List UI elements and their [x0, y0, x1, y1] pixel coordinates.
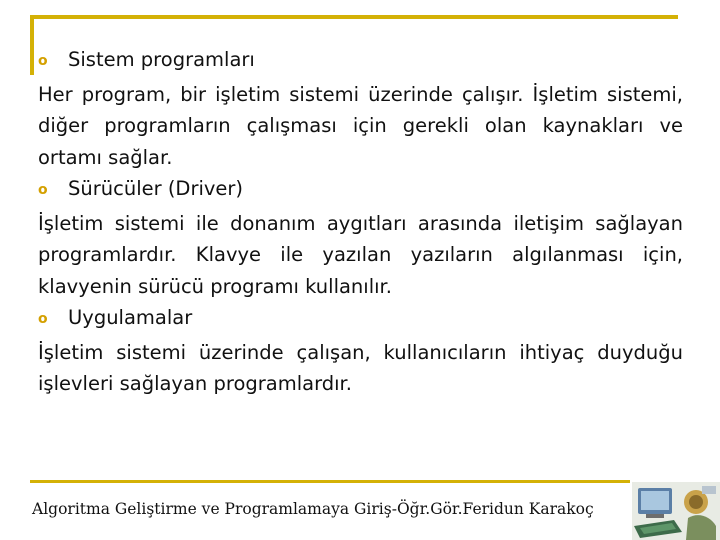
- section-body: İşletim sistemi üzerinde çalışan, kullanıcıların ihtiyaç duyduğu işlevleri sağlayan programlardır.: [38, 340, 683, 395]
- section-heading: Sürücüler (Driver): [68, 177, 244, 200]
- bullet-icon: o: [38, 311, 48, 327]
- bullet-icon: o: [38, 182, 48, 198]
- section-body: Her program, bir işletim sistemi üzerinde çalışır. İşletim sistemi, diğer programların çalışması için gerekli olan kaynakları ve ortamı sağlar.: [38, 82, 683, 169]
- frame-left-border: [30, 15, 34, 75]
- slide-content: [38, 44, 683, 400]
- section-body: İşletim sistemi ile donanım aygıtları arasında iletişim sağlayan programlardır. Klavye ile yazılan yazıların algılanması için, klavyenin sürücü programı kullanılır.: [38, 211, 683, 298]
- footer-divider: [30, 480, 630, 483]
- section-heading: Uygulamalar: [68, 306, 193, 329]
- bullet-icon: o: [38, 53, 48, 69]
- bullet-heading-system-programs: [38, 44, 683, 79]
- section-heading: Sistem programları: [68, 48, 255, 71]
- footer-caption: Algoritma Geliştirme ve Programlamaya Giriş-Öğr.Gör.Feridun Karakoç: [32, 500, 594, 518]
- bullet-heading-drivers: [38, 173, 683, 208]
- frame-top-border: [30, 15, 678, 19]
- computer-clipart-icon: [632, 482, 720, 540]
- bullet-heading-applications: [38, 302, 683, 337]
